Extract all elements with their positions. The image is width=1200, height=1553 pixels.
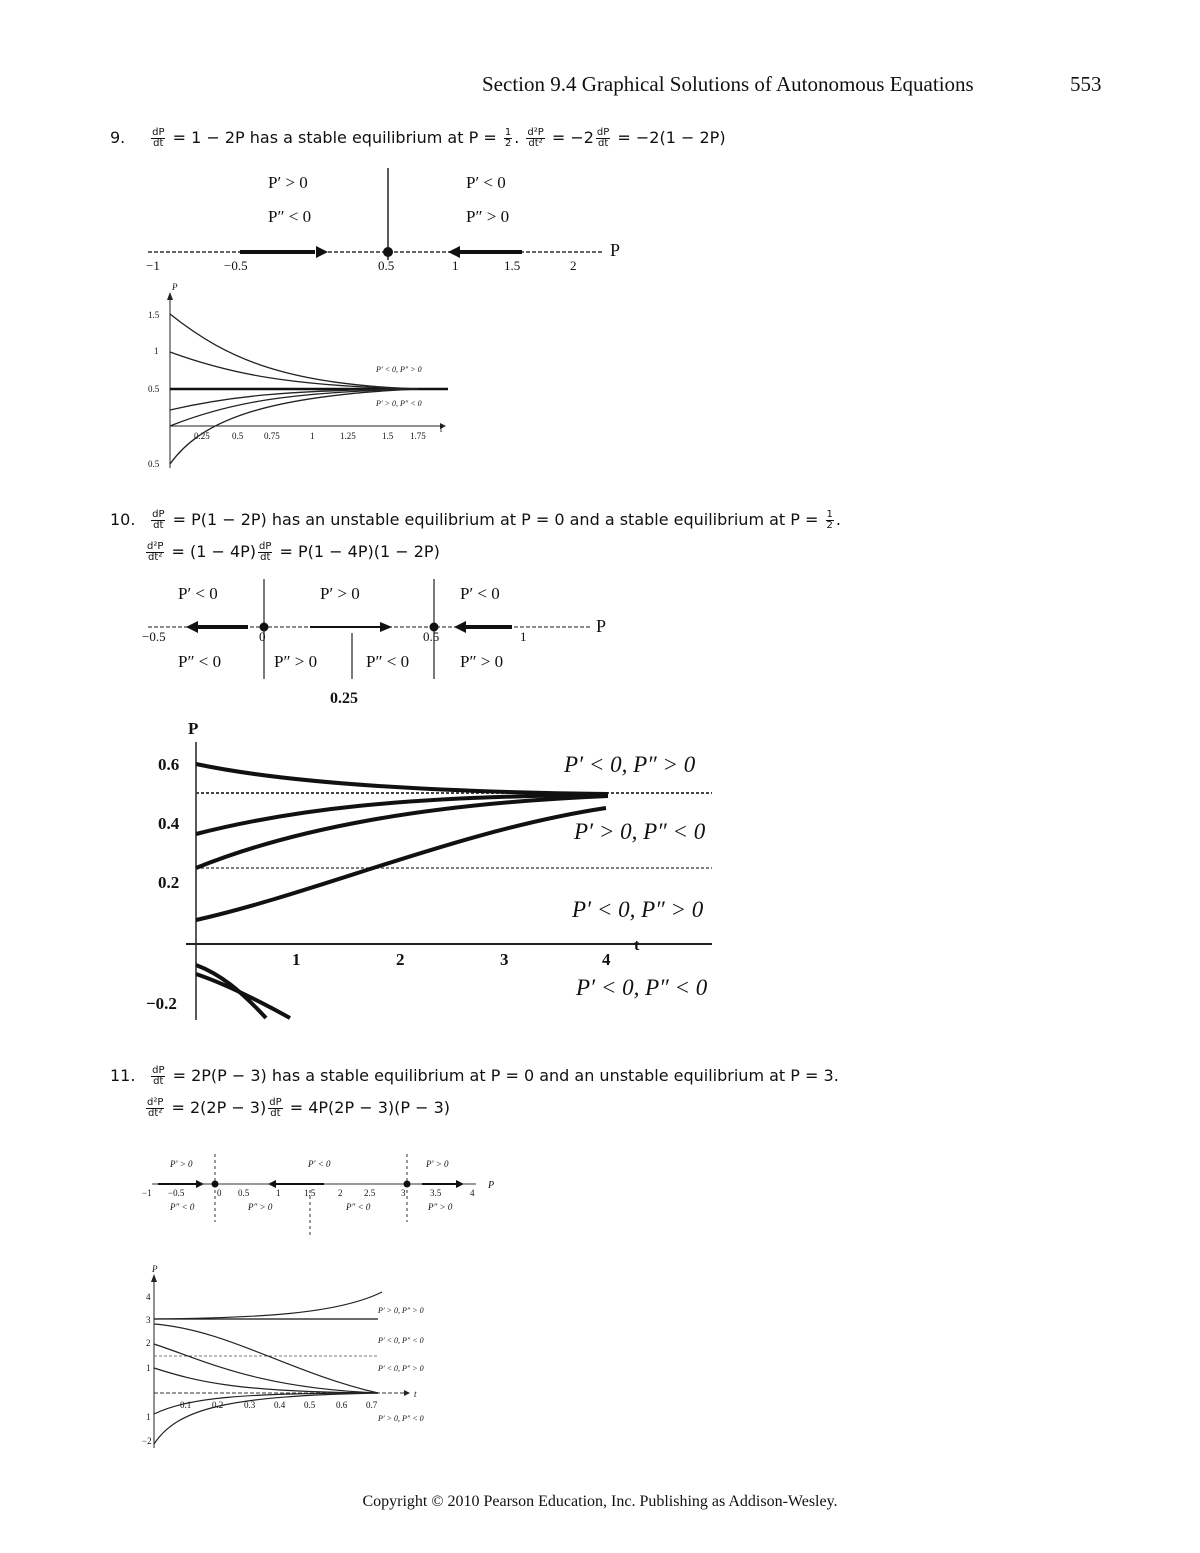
dP-dt-fraction: $\frac{dP}{dt}$	[269, 1097, 282, 1119]
tick-label: 3.5	[430, 1188, 442, 1198]
dP-dt-fraction: $\frac{dP}{dt}$	[152, 509, 165, 531]
stable-equilibrium-dot	[212, 1181, 219, 1188]
problem-10-graph	[140, 712, 730, 1032]
x-tick-label: 0.5	[232, 431, 244, 441]
y-axis-arrowhead	[167, 292, 173, 300]
tick-label: −0.5	[142, 629, 166, 644]
d2P-dt2-fraction: $\frac{\text{d²P}}{\text{dt²}}$	[147, 541, 164, 563]
solution-curve	[196, 965, 266, 1018]
y-axis-arrowhead	[151, 1274, 157, 1282]
tick-label: 1	[276, 1188, 281, 1198]
y-tick-label: 3	[146, 1315, 151, 1325]
problem-11-second-derivative	[144, 1098, 450, 1119]
region-label: P′ > 0	[426, 1159, 449, 1169]
region-label: P″ > 0	[248, 1202, 273, 1212]
second-derivative-result: = 4P(2P − 3)(P − 3)	[289, 1098, 450, 1117]
tick-label: 1.5	[504, 258, 521, 273]
copyright-footer: Copyright © 2010 Pearson Education, Inc. Publishing as Addison-Wesley.	[362, 1493, 838, 1510]
t-axis-label: t	[634, 937, 640, 954]
tick-label: −0.5	[224, 258, 248, 273]
region-label: P″ > 0	[274, 652, 318, 671]
concavity-annotation: P′ < 0, P″ > 0	[376, 365, 422, 374]
y-axis-label: P	[188, 719, 199, 738]
problem-9-statement: 9. $\frac{dP}{dt}$ = 1 − 2P has a stable equilibrium at P = $\frac{1}{2}$ . $\frac{\text{d²P}}{\text{dt²}}$ = −2 $\frac{dP}{dt}$ = −2(1 − 2P)	[110, 127, 726, 149]
x-tick-label: 0.3	[244, 1400, 256, 1410]
x-tick-label: 0.2	[212, 1400, 224, 1410]
axis-label: P	[488, 1180, 495, 1191]
y-tick-label: 1.5	[148, 310, 160, 320]
dP-dt-fraction: $\frac{dP}{dt}$	[152, 127, 165, 149]
tick-label: 1	[520, 629, 527, 644]
page-header	[482, 72, 1102, 97]
region-label: P′ < 0	[178, 584, 218, 603]
right-arrowhead	[380, 622, 392, 632]
problem-9-graph	[140, 282, 460, 472]
y-tick-label: −2	[142, 1436, 152, 1446]
region-label: P″ > 0	[460, 652, 504, 671]
x-tick-label: 1.5	[382, 431, 394, 441]
region-label: P′ > 0	[268, 173, 308, 192]
region-label: P″ < 0	[268, 207, 312, 226]
one-half-fraction: $\frac{1}{2}$	[504, 127, 512, 149]
tick-label: 0	[217, 1188, 222, 1198]
problem-text: = P(1 − 2P) has an unstable equilibrium at P = 0 and a stable equilibrium at P =	[172, 510, 824, 529]
tick-label: −1	[142, 1188, 152, 1198]
page-number: 553	[1070, 72, 1102, 96]
problem-10-phase-line	[140, 575, 620, 710]
problem-10-second-derivative	[144, 542, 440, 563]
axis-label: P	[610, 240, 621, 260]
y-tick-label: 2	[146, 1338, 151, 1348]
region-label: P′ < 0	[308, 1159, 331, 1169]
tick-label: −0.5	[168, 1188, 185, 1198]
region-label: P″ < 0	[178, 652, 222, 671]
right-arrowhead	[196, 1180, 204, 1188]
concavity-annotation: P′ > 0, P″ < 0	[376, 399, 422, 408]
tick-label: 0	[259, 629, 266, 644]
tick-label: 0.5	[423, 629, 440, 644]
tick-label: 1	[452, 258, 459, 273]
problem-11-graph	[138, 1262, 458, 1452]
y-tick-label: −0.2	[146, 994, 177, 1013]
right-arrowhead	[456, 1180, 464, 1188]
y-tick-label: 0.4	[158, 814, 180, 833]
concavity-annotation: P′ < 0, P″ < 0	[378, 1336, 424, 1345]
x-tick-label: 0.4	[274, 1400, 286, 1410]
concavity-annotation: P′ < 0, P″ > 0	[378, 1364, 424, 1373]
tick-label: 0.5	[238, 1188, 250, 1198]
x-tick-label: 0.6	[336, 1400, 348, 1410]
concavity-annotation: P′ > 0, P″ < 0	[574, 819, 706, 844]
d2P-dt2-fraction: $\frac{\text{d²P}}{\text{dt²}}$	[147, 1097, 164, 1119]
y-tick-label: 1	[146, 1363, 151, 1373]
problem-11-phase-line	[138, 1150, 508, 1242]
dP-dt-fraction: $\frac{dP}{dt}$	[259, 541, 272, 563]
d2P-dt2-fraction: $\frac{\text{d²P}}{\text{dt²}}$	[527, 127, 544, 149]
x-tick-label: 0.25	[194, 431, 210, 441]
x-tick-label: 1.75	[410, 431, 426, 441]
x-tick-label: 1.25	[340, 431, 356, 441]
concavity-annotation: P′ < 0, P″ > 0	[572, 897, 704, 922]
section-title: Section 9.4 Graphical Solutions of Autonomous Equations	[482, 72, 974, 96]
dP-dt-fraction: $\frac{dP}{dt}$	[596, 127, 610, 149]
region-label: P″ > 0	[428, 1202, 453, 1212]
x-tick-label: 0.7	[366, 1400, 378, 1410]
solution-curve	[154, 1292, 382, 1319]
x-tick-label: 3	[500, 950, 509, 969]
concavity-annotation: P′ < 0, P″ > 0	[564, 752, 696, 777]
problem-9-phase-line	[140, 160, 640, 280]
t-axis-arrowhead	[404, 1390, 410, 1396]
concavity-annotation: P′ > 0, P″ < 0	[378, 1414, 424, 1423]
dP-dt-fraction: $\frac{dP}{dt}$	[152, 1065, 165, 1087]
left-arrowhead	[268, 1180, 276, 1188]
y-tick-label: 0.6	[158, 755, 180, 774]
second-derivative-text: = 2(2P − 3)	[171, 1098, 267, 1117]
region-label: P′ > 0	[170, 1159, 193, 1169]
tick-label: 1.5	[304, 1188, 316, 1198]
tick-label: 4	[470, 1188, 475, 1198]
region-label: P′ > 0	[320, 584, 360, 603]
problem-number: 9.	[110, 128, 126, 147]
y-axis-label: P	[172, 282, 178, 292]
one-half-fraction: $\frac{1}{2}$	[826, 509, 833, 531]
left-arrowhead	[448, 246, 460, 258]
tick-label: −1	[146, 258, 160, 273]
x-tick-label: 2	[396, 950, 405, 969]
second-derivative-result: = P(1 − 4P)(1 − 2P)	[279, 542, 440, 561]
tick-label: 2.5	[364, 1188, 376, 1198]
solution-curve	[154, 1368, 378, 1393]
x-tick-label: 0.5	[304, 1400, 316, 1410]
right-arrowhead	[316, 246, 328, 258]
t-axis-label: t	[440, 424, 443, 434]
solution-curve	[196, 808, 606, 920]
region-label: P″ > 0	[466, 207, 510, 226]
problem-number: 10.	[110, 510, 136, 529]
axis-label: P	[596, 616, 607, 636]
y-tick-label: 1	[154, 346, 159, 356]
problem-11-statement	[110, 1066, 839, 1087]
tick-label: 0.5	[378, 258, 395, 273]
stable-equilibrium-dot	[383, 247, 393, 257]
x-tick-label: 4	[602, 950, 611, 969]
region-label: P′ < 0	[466, 173, 506, 192]
solution-curve	[196, 764, 608, 794]
inflection-label: 0.25	[330, 690, 358, 707]
concavity-annotation: P′ < 0, P″ < 0	[576, 975, 708, 1000]
concavity-annotation: P′ > 0, P″ > 0	[378, 1306, 424, 1315]
y-tick-label: 0.5	[148, 459, 160, 469]
y-tick-label: 0.5	[148, 384, 160, 394]
region-label: P″ < 0	[366, 652, 410, 671]
region-label: P″ < 0	[170, 1202, 195, 1212]
tick-label: 3	[401, 1188, 406, 1198]
y-tick-label: 0.2	[158, 873, 180, 892]
y-tick-label: 1	[146, 1412, 151, 1422]
solution-curve	[154, 1344, 378, 1393]
second-derivative-text: = (1 − 4P)	[171, 542, 257, 561]
tick-label: 2	[570, 258, 577, 273]
second-derivative-text: = −2	[551, 128, 594, 147]
left-arrowhead	[454, 621, 466, 633]
second-derivative-result: = −2(1 − 2P)	[617, 128, 726, 147]
problem-text: = 1 − 2P has a stable equilibrium at P =	[172, 128, 502, 147]
x-tick-label: 1	[292, 950, 301, 969]
y-axis-label: P	[152, 1264, 158, 1274]
solution-curve	[170, 314, 418, 389]
solution-curve	[154, 1324, 378, 1393]
x-tick-label: 1	[310, 431, 315, 441]
tick-label: 2	[338, 1188, 343, 1198]
x-tick-label: 0.1	[180, 1400, 192, 1410]
left-arrowhead	[186, 621, 198, 633]
x-tick-label: 0.75	[264, 431, 280, 441]
y-tick-label: 4	[146, 1292, 151, 1302]
region-label: P″ < 0	[346, 1202, 371, 1212]
t-axis-label: t	[414, 1389, 417, 1399]
problem-text: = 2P(P − 3) has a stable equilibrium at P = 0 and an unstable equilibrium at P = 3.	[172, 1066, 839, 1085]
problem-number: 11.	[110, 1066, 136, 1085]
problem-10-statement: 10. $\frac{dP}{dt}$ = P(1 − 2P) has an unstable equilibrium at P = 0 and a stable equilibrium at P = $\frac{1}{2}$ .	[110, 509, 841, 531]
region-label: P′ < 0	[460, 584, 500, 603]
unstable-equilibrium-dot	[404, 1181, 411, 1188]
